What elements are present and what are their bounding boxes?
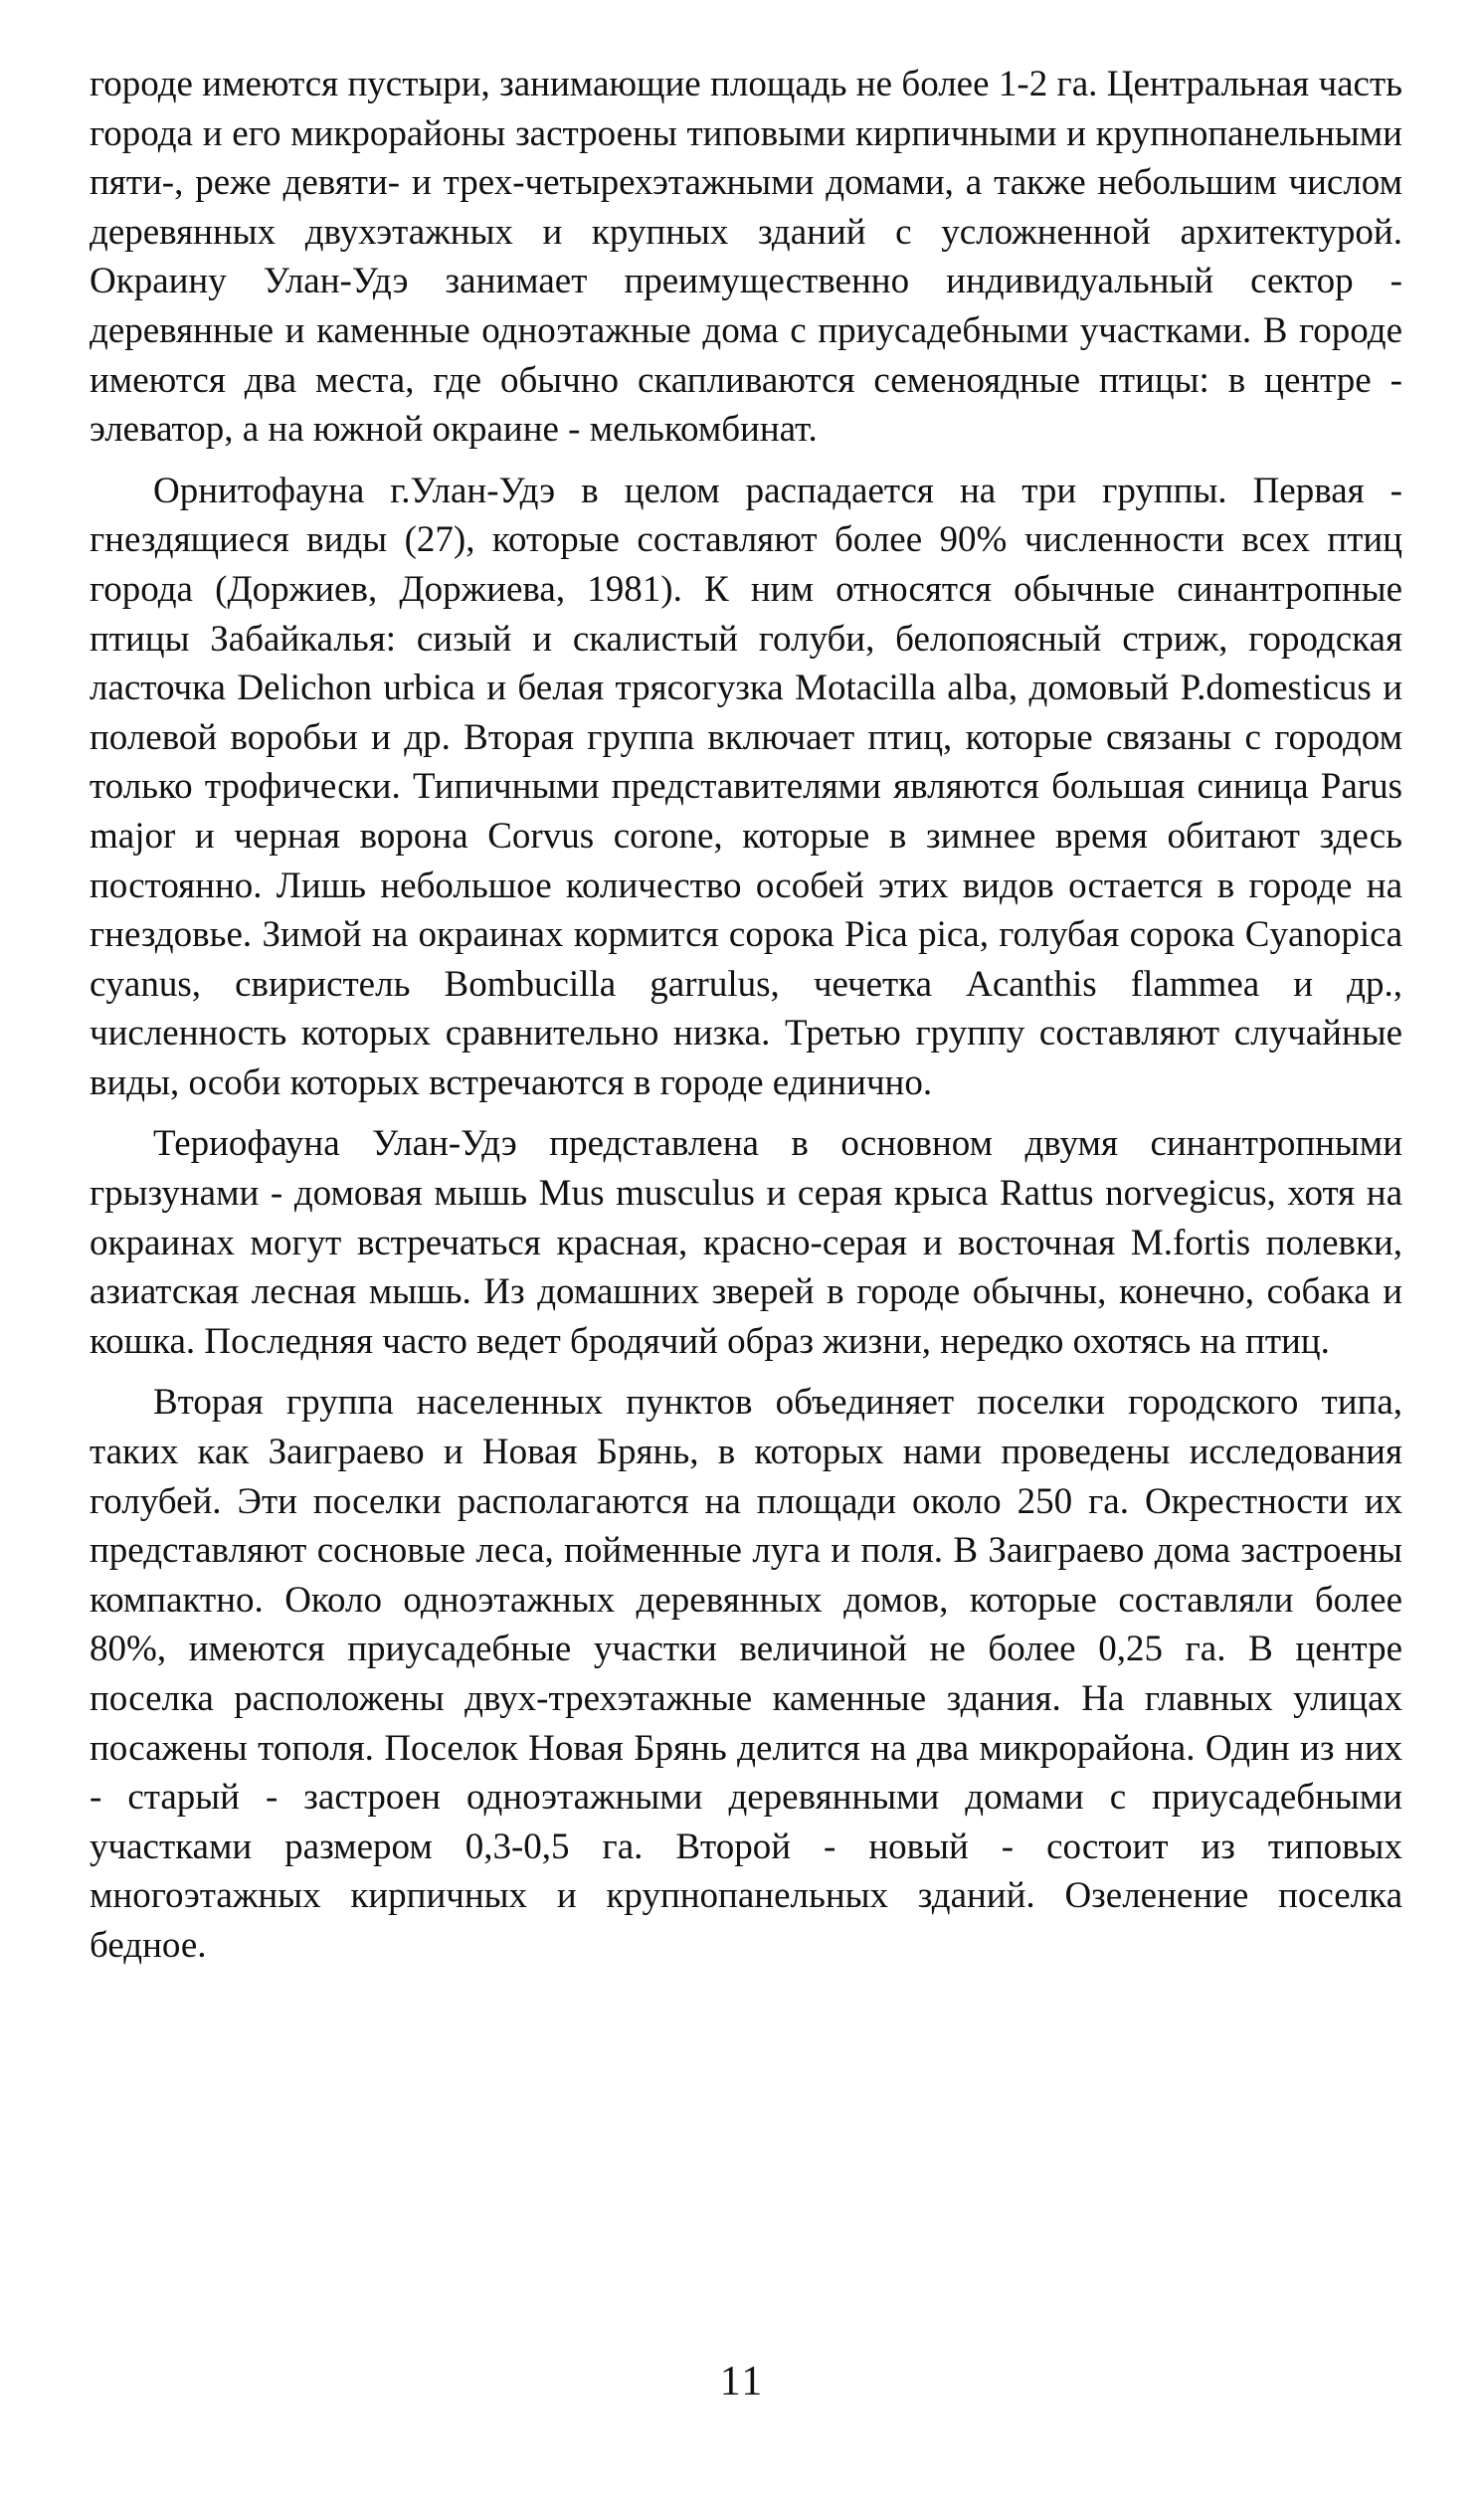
paragraph-ornithofauna: Орнитофауна г.Улан-Удэ в целом распадается на три группы. Первая - гнездящиеся виды (27), которые составляют более 90% численности всех птиц города (Доржиев, Доржиева, 1981). К ним относятся обычные синантропные птицы Забайкалья: сизый и скалистый голуби, белопоясный стриж, городская ласточка Delichon urbica и белая трясогузка Motacilla alba, домовый P.domesticus и полевой воробьи и др. Вторая группа включает птиц, которые связаны с городом только трофически. Типичными представителями являются большая синица Parus major и черная ворона Corvus corone, которые в зимнее время обитают здесь постоянно. Лишь небольшое количество особей этих видов остается в городе на гнездовье. Зимой на окраинах кормится сорока Pica pica, голубая сорока Cyanopica cyanus, свиристель Bombucilla garrulus, чечетка Acanthis flammea и др., численность которых сравнительно низка. Третью группу составляют случайные виды, особи которых встречаются в городе единично. bbox=[90, 470, 1402, 1103]
page-number: 11 bbox=[719, 2359, 765, 2404]
paragraph-settlements: Вторая группа населенных пунктов объединяет поселки городского типа, таких как Заиграево и Новая Брянь, в которых нами проведены исследования голубей. Эти поселки располагаются на площади около 250 га. Окрестности их представляют сосновые леса, пойменные луга и поля. В Заиграево дома застроены компактно. Около одноэтажных деревянных домов, которые составляли более 80%, имеются приусадебные участки величиной не более 0,25 га. В центре поселка расположены двух-трехэтажные каменные здания. На главных улицах посажены тополя. Поселок Новая Брянь делится на два микрорайона. Один из них - старый - застроен одноэтажными деревянными домами с приусадебными участками размером 0,3-0,5 га. Второй - новый - состоит из типовых многоэтажных кирпичных и крупнопанельных зданий. Озеленение поселка бедное. bbox=[90, 1382, 1402, 1966]
paragraph-urban-layout: городе имеются пустыри, занимающие площадь не более 1-2 га. Центральная часть города и его микрорайоны застроены типовыми кирпичными и крупнопанельными пяти-, реже девяти- и трех-четырехэтажными домами, а также небольшим числом деревянных двухэтажных и крупных зданий с усложненной архитектурой. Окраину Улан-Удэ занимает преимущественно индивидуальный сектор - деревянные и каменные одноэтажные дома с приусадебными участками. В городе имеются два места, где обычно скапливаются семеноядные птицы: в центре - элеватор, а на южной окраине - мелькомбинат. bbox=[90, 64, 1402, 451]
paragraph-theriofauna: Териофауна Улан-Удэ представлена в основном двумя синантропными грызунами - домовая мышь Mus musculus и серая крыса Rattus norvegicus, хотя на окраинах могут встречаться красная, красно-серая и восточная M.fortis полевки, азиатская лесная мышь. Из домашних зверей в городе обычны, конечно, собака и кошка. Последняя часто ведет бродячий образ жизни, нередко охотясь на птиц. bbox=[90, 1123, 1402, 1362]
page-body bbox=[90, 60, 1402, 1971]
